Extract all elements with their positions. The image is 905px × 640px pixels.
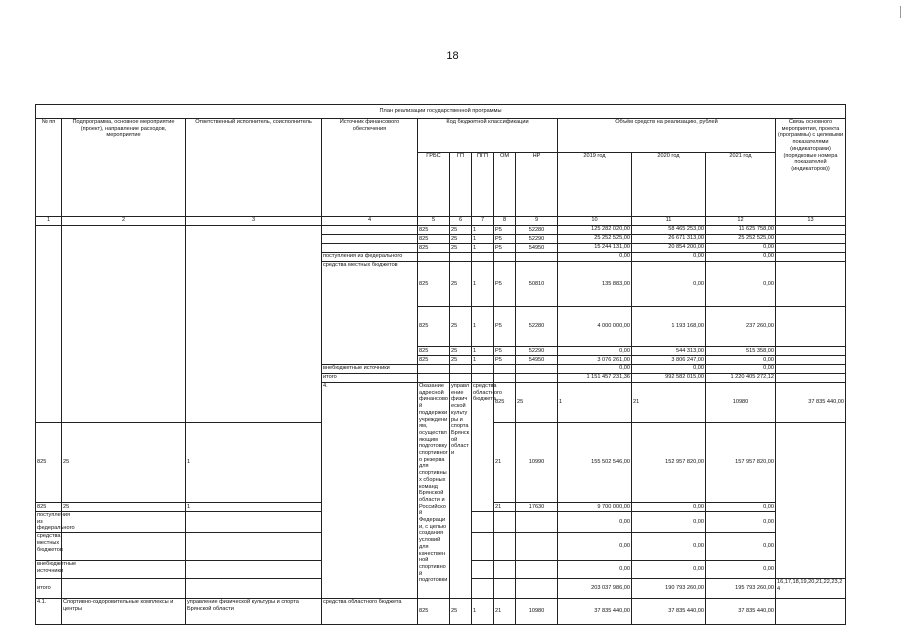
code-gp [186,533,322,561]
header-row-1 [36,119,846,153]
column-number: 5 [418,217,450,226]
value-2019: 4 000 000,00 [558,307,632,347]
value-2019: 15 244 131,00 [558,244,632,253]
link-cell [776,347,846,356]
code-om: P5 [494,235,516,244]
column-number: 2 [62,217,186,226]
code-pgp: 1 [472,226,494,235]
code-pgp [472,579,494,599]
code-gp [450,365,472,374]
value-2021: 0,00 [706,244,776,253]
value-2019: 1 151 457 231,36 [558,374,632,383]
page-number: 18 [446,50,459,62]
value-2020: 0,00 [632,503,706,512]
code-grbs [62,533,186,561]
code-nr [516,561,558,579]
value-2020: 0,00 [632,262,706,307]
code-gp: 25 [450,226,472,235]
code-pgp: 1 [472,244,494,253]
code-gp [186,579,322,599]
code-gp: 25 [450,356,472,365]
column-number: 1 [36,217,62,226]
code-nr [516,374,558,383]
code-pgp: 1 [472,599,494,625]
value-2021: 237 260,00 [706,307,776,347]
header-om: ОМ [494,153,516,217]
code-gp: 25 [450,599,472,625]
value-2020: 0,00 [632,365,706,374]
column-number: 12 [706,217,776,226]
federal-source: поступления из федерального [37,512,75,532]
code-nr: 54950 [516,244,558,253]
code-grbs: 825 [418,235,450,244]
section4-executor: управление физической культуры и спорта Брянской области [450,383,472,599]
value-2020: 0,00 [632,561,706,579]
value-2020: 544 313,00 [632,347,706,356]
value-2021: 0,00 [706,512,776,533]
header-gp: ГП [450,153,472,217]
header-2021: 2021 год [706,153,776,217]
code-grbs: 825 [36,503,62,512]
code-om [494,253,516,262]
code-pgp [472,253,494,262]
value-2021: 37 835 440,00 [706,599,776,625]
code-om [494,374,516,383]
code-gp: 25 [516,383,558,423]
value-2020: 190 793 260,00 [632,579,706,599]
header-pgp: ПГП [472,153,494,217]
column-number: 6 [450,217,472,226]
header-link: Связь основного мероприятия, проекта (программы) с целевыми показателями (индикаторами) (порядковые номера показателей (индикаторов)) [776,119,846,217]
code-grbs [418,365,450,374]
link-cell [776,262,846,307]
prev-executor-cell [186,226,322,423]
table-caption: План реализации государственной программы [36,105,846,119]
value-2019: 0,00 [558,253,632,262]
value-2019: 0,00 [558,512,632,533]
code-grbs: 825 [418,307,450,347]
header-budget-code: Код бюджетной классификации [418,119,558,153]
value-2019: 203 037 986,00 [558,579,632,599]
value-2020: 152 957 820,00 [632,423,706,503]
link-cell [776,244,846,253]
code-nr: 50810 [516,262,558,307]
column-number: 9 [516,217,558,226]
header-2020: 2020 год [632,153,706,217]
value-2020: 1 193 168,00 [632,307,706,347]
value-2021: 157 957 820,00 [706,423,776,503]
value-2021: 0,00 [706,365,776,374]
code-gp: 25 [62,503,186,512]
value-2020: 3 806 247,00 [632,356,706,365]
value-2019: 0,00 [558,347,632,356]
value-2021: 0,00 [706,561,776,579]
link-cell [776,374,846,383]
code-om [494,365,516,374]
value-2019: 135 883,00 [558,262,632,307]
link-cell [776,253,846,262]
column-number: 13 [776,217,846,226]
value-2021: 0,00 [706,262,776,307]
code-gp [186,512,322,533]
column-number: 4 [322,217,418,226]
section41-num: 4.1. [36,599,62,625]
code-pgp: 1 [472,235,494,244]
code-gp: 25 [450,262,472,307]
value-2020: 37 835 440,00 [632,599,706,625]
code-pgp: 1 [558,383,632,423]
value-2021: 11 625 758,00 [706,226,776,235]
code-gp: 25 [450,244,472,253]
code-nr: 52280 [516,226,558,235]
total-label: итого [36,579,62,599]
value-2019: 3 076 261,00 [558,356,632,365]
header-num: № пп [36,119,62,217]
code-om [494,512,516,533]
value-2020: 0,00 [632,253,706,262]
value-2019: 37 835 440,00 [558,599,632,625]
code-om: 21 [632,383,706,423]
code-om [494,561,516,579]
code-grbs [62,561,186,579]
value-2021: 515 358,00 [706,347,776,356]
code-pgp: 1 [472,356,494,365]
header-subprogram: Подпрограмма, основное мероприятие (проект), направление расходов, мероприятие [62,119,186,217]
code-grbs: 825 [418,356,450,365]
code-gp [450,253,472,262]
value-2019: 37 835 440,00 [776,383,846,423]
plan-table-body [36,105,846,625]
code-om: 21 [494,503,516,512]
link-cell [776,307,846,347]
code-pgp [472,365,494,374]
column-number: 10 [558,217,632,226]
code-gp: 25 [450,235,472,244]
code-nr [516,365,558,374]
value-2020: 26 671 313,00 [632,235,706,244]
code-nr: 54950 [516,356,558,365]
code-grbs: 825 [36,423,62,503]
code-pgp [472,533,494,561]
link-cell [776,599,846,625]
offbudget-source: внебюджетные источники [322,365,418,374]
total-label: итого [322,374,418,383]
code-pgp: 1 [472,307,494,347]
code-grbs [418,253,450,262]
source-cell [322,226,418,235]
offbudget-source: внебюджетные источники [36,561,62,579]
value-2020: 0,00 [632,512,706,533]
code-pgp [472,512,494,533]
code-nr: 52290 [516,347,558,356]
header-volume: Объём средств на реализацию, рублей [558,119,776,153]
code-grbs: 825 [418,262,450,307]
section41-row [36,599,846,625]
code-om: P5 [494,356,516,365]
header-grbs: ГРБС [418,153,450,217]
code-pgp [472,374,494,383]
code-pgp: 1 [186,503,322,512]
value-2020: 20 854 200,00 [632,244,706,253]
value-2019: 9 700 000,00 [558,503,632,512]
link-cell [776,356,846,365]
code-nr: 10980 [516,599,558,625]
header-nr: НР [516,153,558,217]
code-grbs [418,374,450,383]
code-om: P5 [494,347,516,356]
code-om: 21 [494,599,516,625]
code-nr: 10990 [516,423,558,503]
code-gp: 25 [62,423,186,503]
section41-executor: управление физической культуры и спорта Брянской области [186,599,322,625]
value-2021: 0,00 [706,253,776,262]
local-budget-source: средства местных бюджетов [322,262,418,365]
column-number: 11 [632,217,706,226]
code-gp [450,374,472,383]
value-2021: 1 220 405 272,12 [706,374,776,383]
value-2021: 0,00 [706,503,776,512]
source-cell [322,244,418,253]
code-om: P5 [494,262,516,307]
column-number: 3 [186,217,322,226]
column-numbers-row [36,217,846,226]
code-grbs [62,579,186,599]
value-2021: 0,00 [706,533,776,561]
code-pgp: 1 [186,423,322,503]
value-2019: 25 252 525,00 [558,235,632,244]
code-om: 21 [494,423,516,503]
link-cell [776,365,846,374]
code-gp: 25 [450,307,472,347]
caption-row [36,105,846,119]
value-2019: 0,00 [558,365,632,374]
source-cell [322,235,418,244]
header-executor: Ответственный исполнитель, соисполнитель [186,119,322,217]
code-nr [516,579,558,599]
column-number: 7 [472,217,494,226]
section4-num: 4. [322,383,418,599]
value-2020: 58 465 253,00 [632,226,706,235]
value-2021: 25 252 525,00 [706,235,776,244]
column-number: 8 [494,217,516,226]
code-nr: 52290 [516,235,558,244]
plan-table [35,104,846,625]
code-nr [516,533,558,561]
code-om: P5 [494,307,516,347]
code-pgp: 1 [472,262,494,307]
header-sources: Источник финансового обеспечения [322,119,418,217]
section4-indicator-link: 16,17,18,19,20,21,22,23,24 [776,579,846,599]
prev-subprogram-cell [62,226,186,423]
code-nr: 10980 [706,383,776,423]
link-cell [776,235,846,244]
prev-num-cell [36,226,62,423]
code-nr: 17630 [516,503,558,512]
code-om [494,533,516,561]
value-2019: 125 282 020,00 [558,226,632,235]
code-gp [186,561,322,579]
section41-title: Спортивно-оздоровительные комплексы и центры [62,599,186,625]
code-grbs: 825 [418,599,450,625]
section41-source: средства областного бюджета [322,599,418,625]
code-pgp [472,561,494,579]
value-2019: 0,00 [558,533,632,561]
code-grbs: 825 [418,226,450,235]
code-pgp: 1 [472,347,494,356]
code-om: P5 [494,226,516,235]
value-2020: 0,00 [632,533,706,561]
code-grbs: 825 [418,347,450,356]
code-gp: 25 [450,347,472,356]
page-edge-mark [900,6,901,18]
regional-budget-source: средства областного бюджета [472,383,494,512]
code-nr [516,253,558,262]
value-2021: 0,00 [706,356,776,365]
value-2020: 992 582 015,00 [632,374,706,383]
section4-title: Оказание адресной финансовой поддержки учреждениям, осуществляющим подготовку спортивного резерва для спортивных сборных команд Брянской области и Российской Федерации, с целью создания условий для качественной спортивной подготовки [418,383,450,599]
value-2021: 195 793 260,00 [706,579,776,599]
value-2019: 155 502 546,00 [558,423,632,503]
prev-row [36,226,846,235]
code-nr: 52280 [516,307,558,347]
source-cell: поступления из федерального [322,253,418,262]
code-nr [516,512,558,533]
code-om [494,579,516,599]
value-2019: 0,00 [558,561,632,579]
code-grbs: 825 [494,383,516,423]
code-om: P5 [494,244,516,253]
link-cell [776,226,846,235]
local-source: средства местных бюджетов [36,533,62,561]
header-2019: 2019 год [558,153,632,217]
code-grbs: 825 [418,244,450,253]
code-grbs [62,512,186,533]
